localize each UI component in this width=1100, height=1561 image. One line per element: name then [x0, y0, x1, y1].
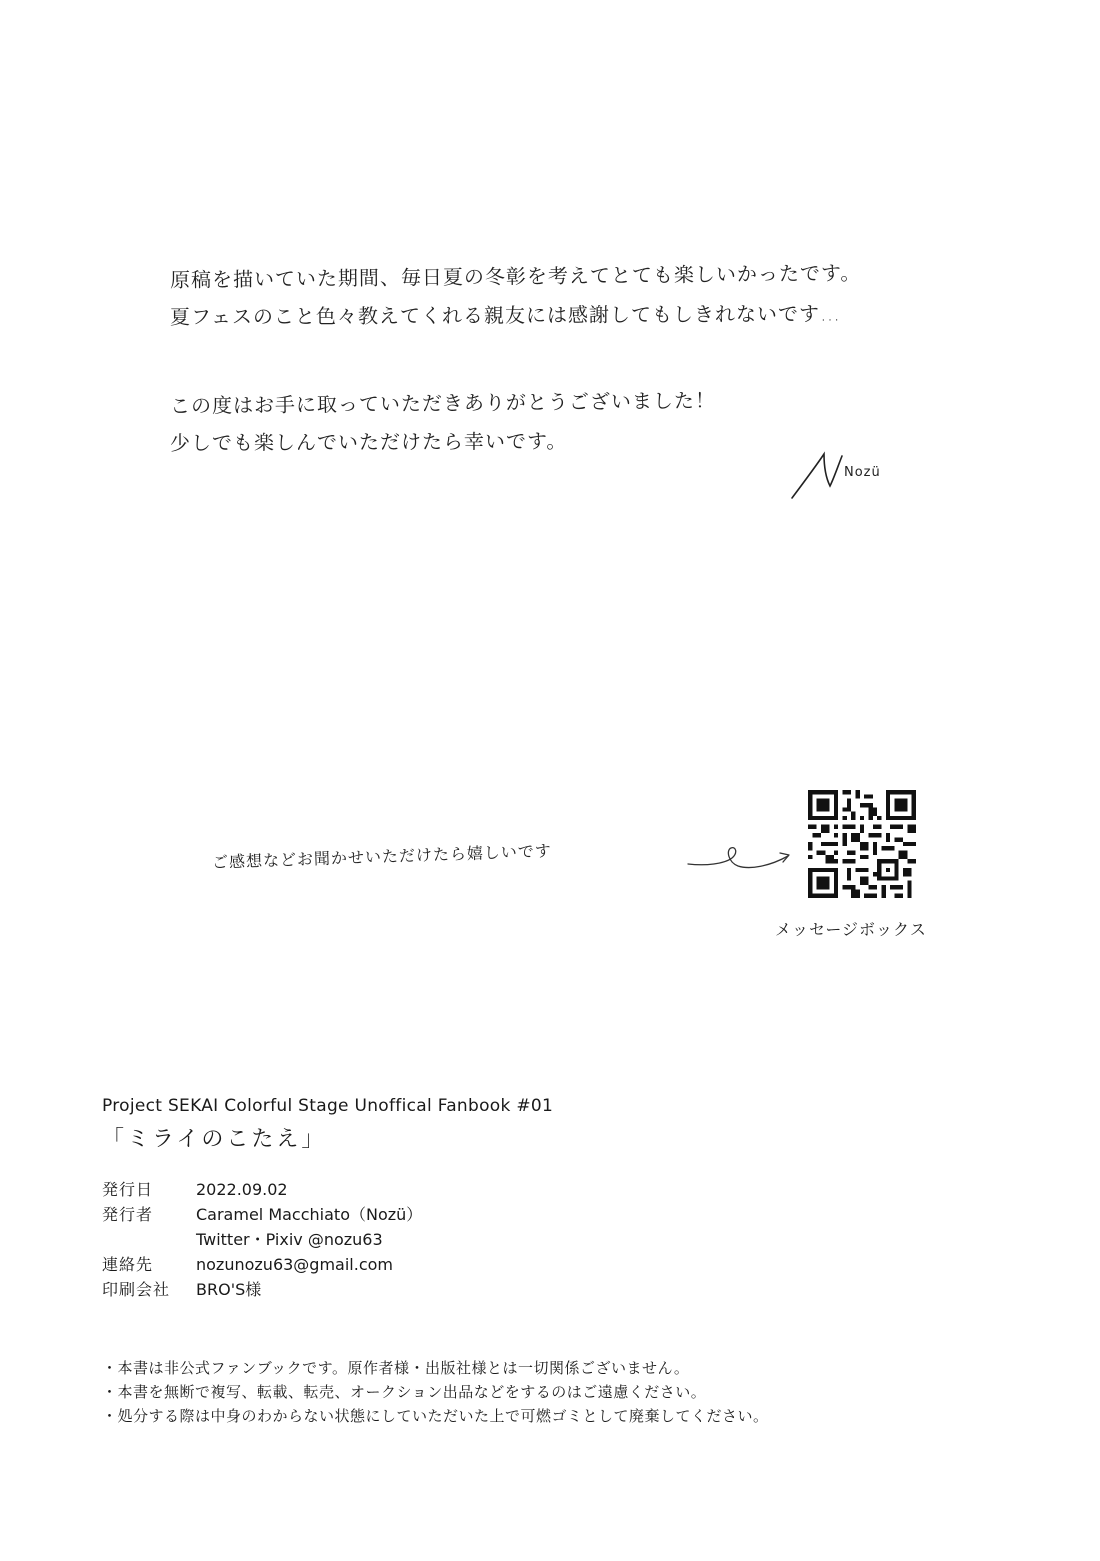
info-row-publisher	[102, 1202, 962, 1227]
afterword	[170, 262, 930, 462]
signature-text: Nozü	[844, 465, 881, 480]
book-title-japanese: 「ミライのこたえ」	[102, 1127, 327, 1152]
info-value: Twitter・Pixiv @nozu63	[196, 1230, 383, 1249]
disclaimer-note: ・処分する際は中身のわからない状態にしていただいた上で可燃ゴミとして廃棄してください。	[102, 1407, 769, 1425]
publication-info	[102, 1177, 962, 1302]
info-row-social	[102, 1227, 962, 1252]
afterword-line: 少しでも楽しんでいただけたら幸いです。	[169, 428, 568, 455]
info-key: 発行日	[102, 1180, 154, 1199]
disclaimer-note: ・本書を無断で複写、転載、転売、オークション出品などをするのはご遠慮ください。	[102, 1383, 707, 1401]
info-row-printer	[102, 1277, 962, 1302]
info-key: 印刷会社	[102, 1280, 171, 1299]
info-row-contact	[102, 1252, 962, 1277]
info-value: BRO'S様	[196, 1280, 262, 1299]
info-key: 連絡先	[102, 1255, 154, 1274]
author-signature	[786, 448, 906, 504]
info-value: 2022.09.02	[196, 1180, 288, 1199]
info-value: Caramel Macchiato（Nozü）	[196, 1205, 423, 1224]
info-key	[102, 1227, 196, 1252]
info-key: 発行者	[102, 1205, 154, 1224]
arrow-icon	[686, 840, 796, 880]
info-row-publish-date	[102, 1177, 962, 1202]
qr-code-icon[interactable]	[808, 790, 916, 898]
book-title-english: Project SEKAI Colorful Stage Unoffical Fanbook #01	[102, 1096, 554, 1116]
qr-caption: メッセージボックス	[775, 920, 927, 939]
afterword-line: 夏フェスのこと色々教えてくれる親友には感謝してもしきれないです…	[169, 301, 842, 329]
disclaimer-note: ・本書は非公式ファンブックです。原作者様・出版社様とは一切関係ございません。	[102, 1359, 690, 1377]
colophon	[102, 1096, 962, 1302]
afterword-line: 原稿を描いていた期間、毎日夏の冬彰を考えてとても楽しいかったです。	[169, 260, 862, 292]
contact-email[interactable]: nozunozu63@gmail.com	[196, 1255, 393, 1274]
message-request-text: ご感想などお聞かせいただけたら嬉しいです	[211, 841, 553, 872]
afterword-line: この度はお手に取っていただきありがとうございました！	[169, 388, 717, 418]
disclaimer-notes	[102, 1356, 769, 1428]
